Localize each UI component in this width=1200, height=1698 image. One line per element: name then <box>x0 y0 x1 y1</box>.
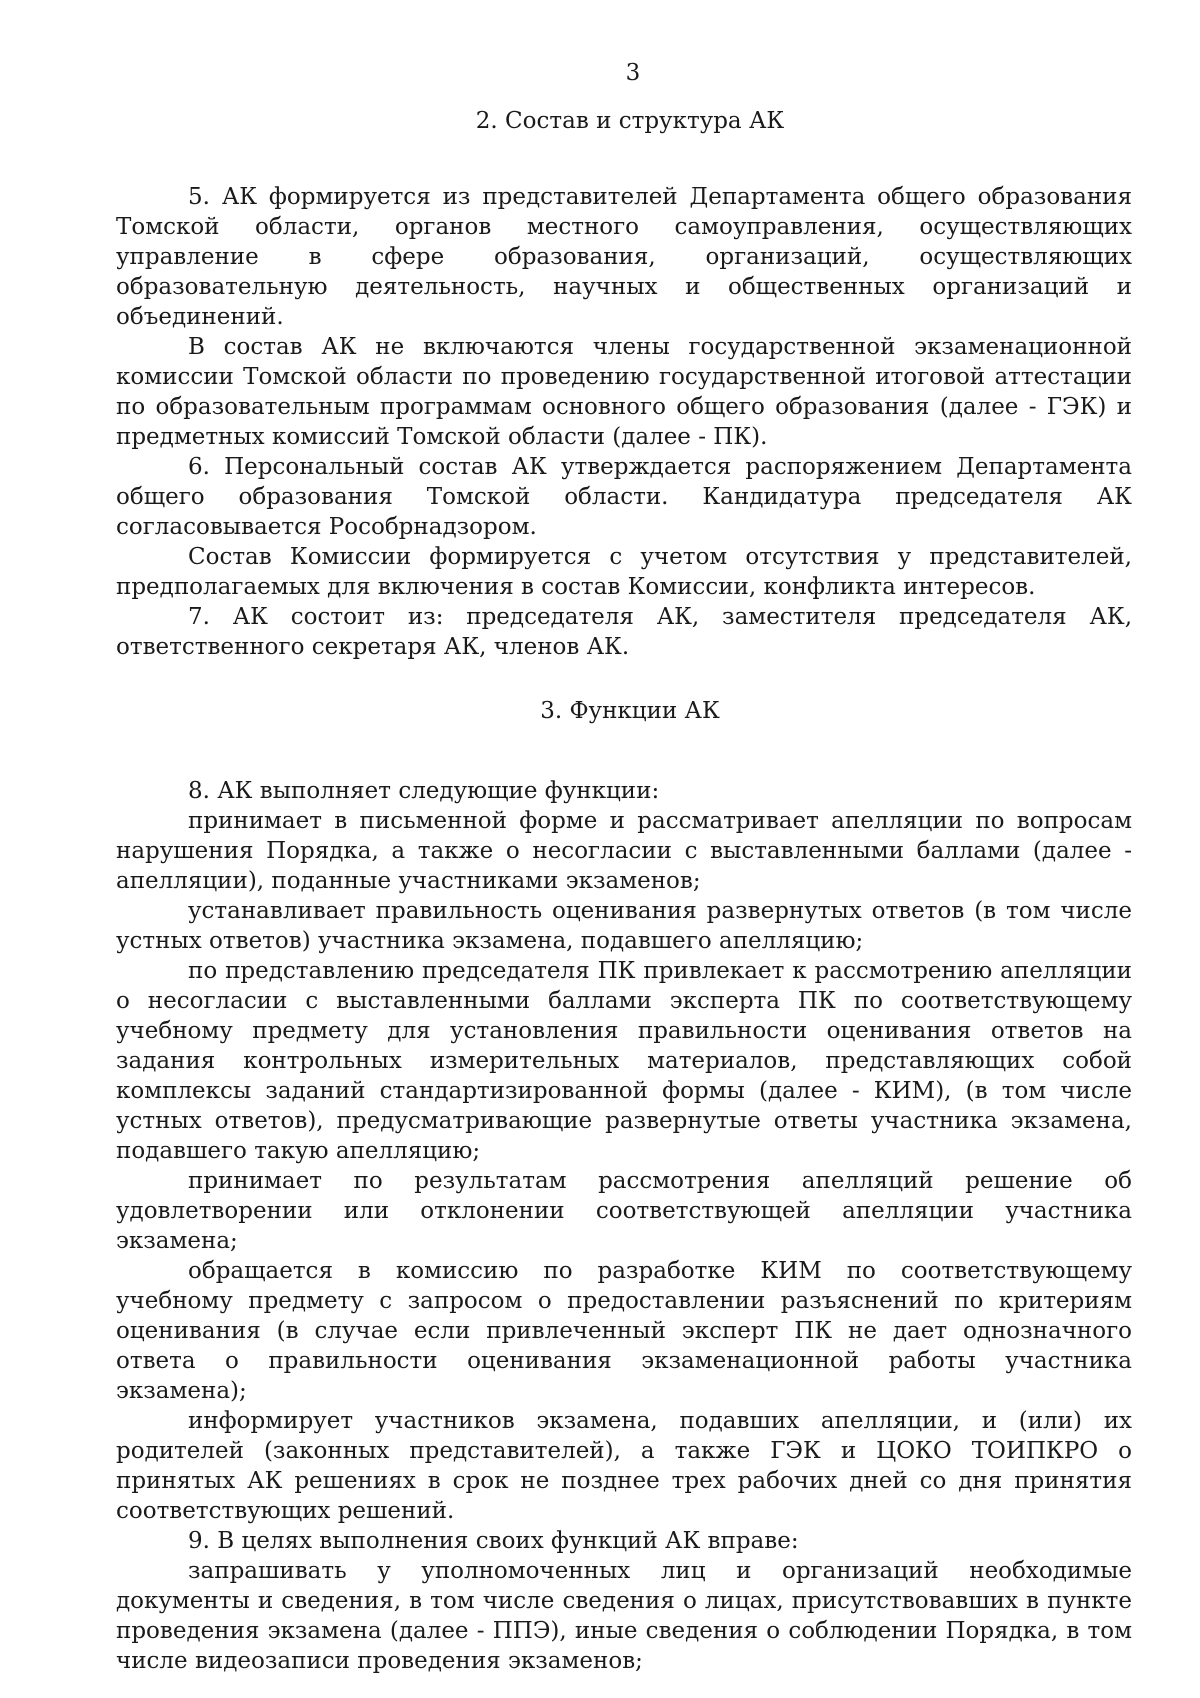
paragraph-8: 8. АК выполняет следующие функции: <box>188 778 660 804</box>
paragraph-9: 9. В целях выполнения своих функций АК вправе: <box>188 1528 799 1554</box>
right-item: запрашивать у уполномоченных лиц и организаций необходимые документы и сведения, в том числе сведения о лицах, присутствовавших в пункте проведения экзамена (далее - ППЭ), иные сведения о соблюдении Порядка, в том числе видеозаписи проведения экзаменов; <box>116 1558 1132 1674</box>
function-item: устанавливает правильность оценивания развернутых ответов (в том числе устных ответов) участника экзамена, подавшего апелляцию; <box>116 898 1132 954</box>
paragraph-5-exclusions: В состав АК не включаются члены государственной экзаменационной комиссии Томской области по проведению государственной итоговой аттестации по образовательным программам основного общего образования (далее - ГЭК) и предметных комиссий Томской области (далее - ПК). <box>116 334 1132 450</box>
function-item: информирует участников экзамена, подавших апелляции, и (или) их родителей (законных представителей), а также ГЭК и ЦОКО ТОИПКРО о принятых АК решениях в срок не позднее трех рабочих дней со дня принятия соответствующих решений. <box>116 1408 1132 1524</box>
section-2-heading: 2. Состав и структура АК <box>475 108 785 134</box>
paragraph-5: 5. АК формируется из представителей Департамента общего образования Томской области, органов местного самоуправления, осуществляющих управление в сфере образования, организаций, осуществляющих образовательную деятельность, научных и общественных организаций и объединений. <box>116 184 1132 330</box>
paragraph-6-conflict: Состав Комиссии формируется с учетом отсутствия у представителей, предполагаемых для включения в состав Комиссии, конфликта интересов. <box>116 544 1132 600</box>
paragraph-7: 7. АК состоит из: председателя АК, заместителя председателя АК, ответственного секретаря АК, членов АК. <box>116 604 1132 660</box>
paragraph-6: 6. Персональный состав АК утверждается распоряжением Департамента общего образования Томской области. Кандидатура председателя АК согласовывается Рособрнадзором. <box>116 454 1132 540</box>
section-3-heading: 3. Функции АК <box>540 698 720 724</box>
document-body <box>116 106 1132 1676</box>
function-item: по представлению председателя ПК привлекает к рассмотрению апелляции о несогласии с выставленными баллами эксперта ПК по соответствующему учебному предмету для установления правильности оценивания ответов на задания контрольных измерительных материалов, представляющих собой комплексы заданий стандартизированной формы (далее - КИМ), (в том числе устных ответов), предусматривающие развернутые ответы участника экзамена, подавшего такую апелляцию; <box>116 958 1132 1164</box>
function-item: принимает в письменной форме и рассматривает апелляции по вопросам нарушения Порядка, а также о несогласии с выставленными баллами (далее - апелляции), поданные участниками экзаменов; <box>116 808 1132 894</box>
function-item: обращается в комиссию по разработке КИМ по соответствующему учебному предмету с запросом о предоставлении разъяснений по критериям оценивания (в случае если привлеченный эксперт ПК не дает однозначного ответа о правильности оценивания экзаменационной работы участника экзамена); <box>116 1258 1132 1404</box>
function-item: принимает по результатам рассмотрения апелляций решение об удовлетворении или отклонении соответствующей апелляции участника экзамена; <box>116 1168 1132 1254</box>
page-number: 3 <box>625 60 641 86</box>
